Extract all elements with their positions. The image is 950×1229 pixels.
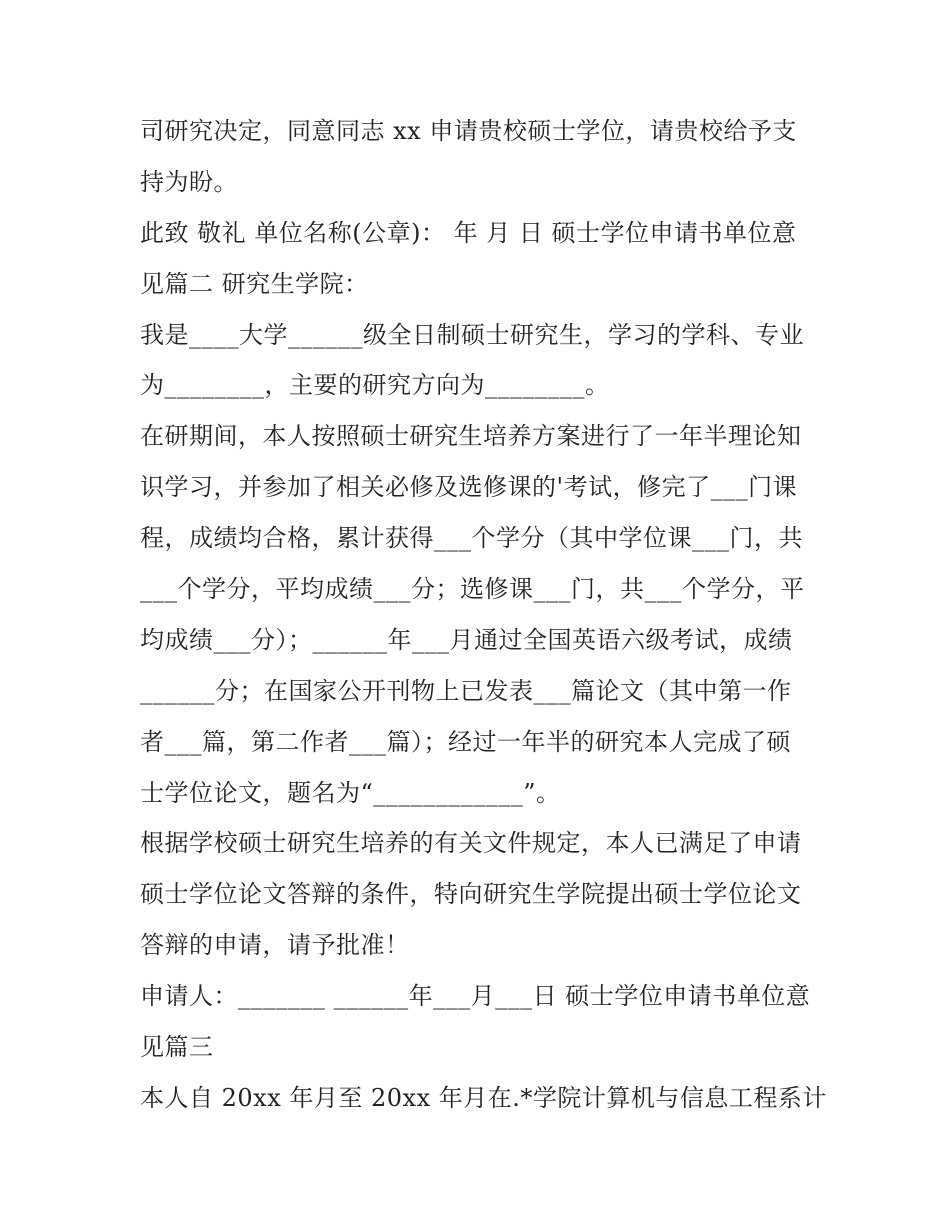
text-line: 此致 敬礼 单位名称(公章)： 年 月 日 硕士学位申请书单位意 bbox=[140, 218, 797, 247]
text-line: 见篇二 研究生学院： bbox=[140, 269, 369, 298]
text-line: 为________，主要的研究方向为________。 bbox=[140, 371, 610, 400]
text-line: 答辩的申请，请予批准！ bbox=[140, 931, 410, 960]
text-line: 程，成绩均合格，累计获得___个学分（其中学位课___门，共 bbox=[140, 524, 803, 553]
text-line: ______分；在国家公开刊物上已发表___篇论文（其中第一作 bbox=[140, 676, 792, 705]
text-line: 者___篇，第二作者___篇）；经过一年半的研究本人完成了硕 bbox=[140, 727, 791, 756]
text-line: ___个学分，平均成绩___分；选修课___门，共___个学分，平 bbox=[140, 575, 805, 604]
text-line: 我是____大学______级全日制硕士研究生，学习的学科、专业 bbox=[140, 320, 804, 349]
document-body bbox=[140, 106, 830, 1124]
text-line: 持为盼。 bbox=[140, 167, 238, 196]
text-line: 申请人：_______ ______年___月___日 硕士学位申请书单位意 bbox=[140, 982, 811, 1011]
text-line: 司研究决定，同意同志 xx 申请贵校硕士学位，请贵校给予支 bbox=[140, 117, 797, 145]
text-line: 识学习，并参加了相关必修及选修课的'考试，修完了___门课 bbox=[140, 473, 798, 502]
text-line: 见篇三 bbox=[140, 1033, 214, 1062]
text-line: 硕士学位论文答辩的条件，特向研究生学院提出硕士学位论文 bbox=[140, 880, 802, 909]
text-line: 均成绩___分）；______年___月通过全国英语六级考试，成绩 bbox=[140, 625, 793, 654]
text-line: 根据学校硕士研究生培养的有关文件规定，本人已满足了申请 bbox=[140, 829, 802, 858]
text-line: 本人自 20xx 年月至 20xx 年月在.*学院计算机与信息工程系计 bbox=[140, 1083, 827, 1112]
text-line: 士学位论文，题名为“____________”。 bbox=[140, 778, 561, 807]
text-line: 在研期间，本人按照硕士研究生培养方案进行了一年半理论知 bbox=[140, 422, 802, 451]
